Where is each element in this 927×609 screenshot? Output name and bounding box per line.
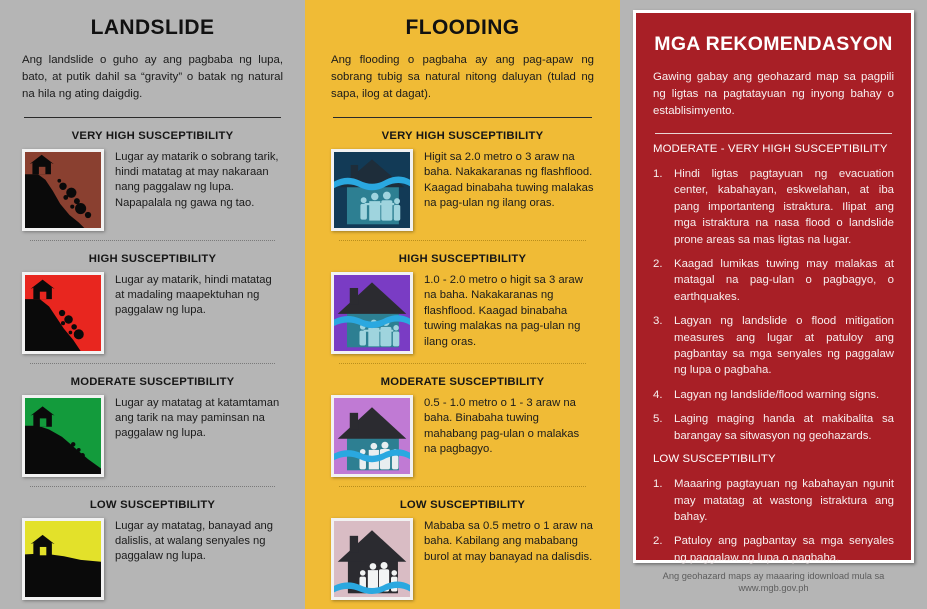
list-item [653, 525, 894, 566]
list-item-number: 2. [653, 535, 663, 548]
list-item-text: Lagyan ng landslide/flood warning signs. [674, 388, 880, 401]
footer [633, 563, 914, 594]
landslide-level-text-3: Lugar ay matatag, banayad ang dalislis, at walang senyales ng paggalaw ng lupa. [115, 520, 273, 563]
list-item-number: 2. [653, 258, 663, 271]
list-item [653, 305, 894, 379]
list-item [653, 248, 894, 305]
list-item [653, 468, 894, 525]
list-item [653, 379, 894, 403]
flooding-level-row-3 [331, 518, 594, 600]
list-item-text: Hindi ligtas pagtayuan ng evacuation center, kabahayan, eskwelahan, at iba pang importanteng istraktura. Ilipat ang mga istraktura na nasa flood o landslide prone areas sa mas ligtas na lugar. [674, 168, 894, 246]
landslide-level-label-3: LOW SUSCEPTIBILITY [89, 499, 216, 511]
list-item [653, 158, 894, 248]
flooding-level-text-1: 1.0 - 2.0 metro o higit sa 3 araw na baha. Nakakaranas ng flashflood. Kaagad binabaha tuwing malakas na pag-ulan ng ilang oras. [424, 274, 583, 348]
list-item-text: Maaaring pagtayuan ng kabahayan ngunit may matatag at wastong istraktura ang bahay. [674, 478, 894, 523]
recommendations-group-heading-1: LOW SUSCEPTIBILITY [653, 453, 776, 466]
recommendations-group-heading-0: MODERATE - VERY HIGH SUSCEPTIBILITY [653, 143, 888, 155]
list-item-number: 5. [653, 413, 663, 426]
landslide-level-label-1: HIGH SUSCEPTIBILITY [88, 253, 217, 265]
landslide-very-high-icon [22, 149, 104, 231]
flood-moderate-icon [331, 395, 413, 477]
list-item-text: Kaagad lumikas tuwing may malakas at matagal na pag-ulan o pagbagyo, o earthquakes. [674, 258, 894, 303]
landslide-level-row-0 [22, 149, 283, 231]
recommendations-intro: Gawing gabay ang geohazard map sa pagpili ng ligtas na pagtatayuan ng inyong bahay o establisimyento. [653, 71, 894, 117]
landslide-level-row-2 [22, 395, 283, 477]
landslide-level-text-1: Lugar ay matarik, hindi matatag at madaling maapektuhan ng paggalaw ng lupa. [115, 274, 272, 317]
landslide-level-text-2: Lugar ay matatag at katamtaman ang tarik na may paminsan na paggalaw ng lupa. [115, 397, 280, 440]
flooding-level-row-2 [331, 395, 594, 477]
flood-high-icon [331, 272, 413, 354]
flooding-level-label-0: VERY HIGH SUSCEPTIBILITY [381, 130, 544, 142]
flooding-level-text-0: Higit sa 2.0 metro o 3 araw na baha. Nakakaranas ng flashflood. Kaagad binabaha tuwing malakas na pag-ulan ng ilang oras. [424, 151, 594, 210]
list-item-text: Laging maging handa at makibalita sa barangay sa sitwasyon ng geohazards. [674, 413, 894, 442]
list-item-number: 3. [653, 315, 663, 328]
list-item-text: Patuloy ang pagbantay sa mga senyales ng paggalaw ng lupa o pagbaha. [674, 535, 894, 564]
landslide-title: LANDSLIDE [90, 16, 215, 39]
flooding-column [305, 0, 620, 609]
flooding-level-row-0 [331, 149, 594, 231]
flooding-level-row-1 [331, 272, 594, 354]
flooding-level-text-2: 0.5 - 1.0 metro o 1 - 3 araw na baha. Binabaha tuwing mahabang pag-ulan o malakas na pagbagyo. [424, 397, 580, 456]
landslide-intro: Ang landslide o guho ay ang pagbaba ng lupa, bato, at putik dahil sa “gravity” o batak ng natural na hila ng ating daigdig. [22, 54, 283, 100]
list-item [653, 403, 894, 444]
footer-line-2: www.mgb.gov.ph [738, 583, 809, 593]
landslide-level-row-1 [22, 272, 283, 354]
landslide-moderate-icon [22, 395, 104, 477]
recommendations-panel [633, 10, 914, 563]
list-item-number: 1. [653, 478, 663, 491]
flooding-level-label-2: MODERATE SUSCEPTIBILITY [380, 376, 545, 388]
footer-line-1: Ang geohazard maps ay maaaring idownload mula sa [662, 571, 885, 581]
flooding-level-text-3: Mababa sa 0.5 metro o 1 araw na baha. Kabilang ang mababang burol at may banayad na dalisdis. [424, 520, 593, 563]
landslide-level-text-0: Lugar ay matarik o sobrang tarik, hindi matatag at may nakaraan nang paggalaw ng lupa. Napapalala ng gawa ng tao. [115, 151, 279, 209]
flood-very-high-icon [331, 149, 413, 231]
list-item-number: 4. [653, 388, 663, 401]
list-item-text: Lagyan ng landslide o flood mitigation measures ang lugar at patuloy ang pagbantay sa mga senyales ng paggalaw ng lupa o pagbaha. [674, 315, 894, 377]
flooding-intro: Ang flooding o pagbaha ay ang pag-apaw ng sobrang tubig sa natural nitong daluyan (tulad ng sapa, ilog at dagat). [331, 54, 594, 100]
landslide-level-label-0: VERY HIGH SUSCEPTIBILITY [71, 130, 234, 142]
landslide-level-row-3 [22, 518, 283, 600]
recommendations-list-1 [653, 468, 894, 566]
flooding-level-label-3: LOW SUSCEPTIBILITY [399, 499, 526, 511]
flooding-title: FLOODING [405, 16, 520, 39]
recommendations-column [620, 0, 927, 609]
landslide-high-icon [22, 272, 104, 354]
flood-low-icon [331, 518, 413, 600]
landslide-level-label-2: MODERATE SUSCEPTIBILITY [70, 376, 235, 388]
landslide-low-icon [22, 518, 104, 600]
recommendations-list-0 [653, 158, 894, 444]
recommendations-title: MGA REKOMENDASYON [654, 33, 893, 55]
landslide-column [0, 0, 305, 609]
flooding-level-label-1: HIGH SUSCEPTIBILITY [398, 253, 527, 265]
list-item-number: 1. [653, 168, 663, 180]
